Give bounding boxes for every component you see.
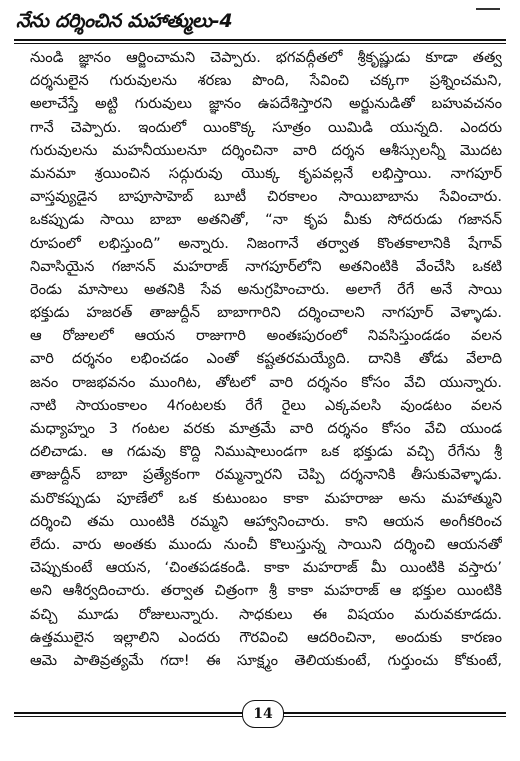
text-line: వచ్చి మూడు రోజులున్నారు. సాధకులు ఈ విషయం మరువకూడదు. <box>30 605 502 623</box>
text-line: మనమా శ్రయించిన సద్గురువు యొక్క కృపవల్లనే లభిస్తాయి. నాగపూర్ <box>30 164 502 182</box>
header-rule-thin <box>14 43 506 44</box>
page-footer <box>14 700 506 730</box>
text-line: దర్శనులైన గురువులను శరణు పొంది, సేవించి చక్కగా ప్రశ్నించమని, <box>30 72 502 90</box>
text-line: ఆమె పాతివ్రత్యమే గదా! ఈ సూక్ష్మం తెలియకుంటే, గుర్తుంచు కోకుంటే, <box>30 651 502 669</box>
page-number: 14 <box>242 700 284 728</box>
text-line: భక్తుడు హజరత్ తాజుద్దీన్ బాబాగారిని దర్శించాలని నాగపూర్ వెళ్ళాడు. <box>30 304 502 322</box>
text-line: వారి దర్శనం లభించడం ఎంతో కష్టతరమయ్యేది. దానికి తోడు వేలాది <box>30 350 502 368</box>
text-line: ఆ రోజులలో ఆయన రాజుగారి అంతఃపురంలో నివసిస్తుండడం వలన <box>30 327 502 345</box>
text-line: మరొకప్పుడు పూణేలో ఒక కుటుంబం కాకా మహరాజు అను మహాత్ముని <box>30 489 502 507</box>
text-line: గురువులను మహనీయులనూ దర్శించినా వారి దర్శన ఆశీస్సులన్నీ మొదట <box>30 141 502 159</box>
text-line: చెప్పుకుంటే ఆయన, ‘చింతపడకండి. కాకా మహరాజ్ మీ యింటికి వస్తారు’ <box>30 559 502 577</box>
running-header-title: నేను దర్శించిన మహాత్ములు-4 <box>16 10 233 32</box>
text-line: నివాసియైన గజానన్ మహరాజ్ నాగపూర్‌లోని అతనింటికి వేంచేసి ఒకటి <box>30 257 502 275</box>
text-line: ఉత్తములైన ఇల్లాలిని ఎందరు గౌరవించి ఆదరించినా, అందుకు కారణం <box>30 628 502 646</box>
text-line: జనం రాజభవనం ముంగిట, తోటలో వారి దర్శనం కోసం వేచి యున్నారు. <box>30 373 502 391</box>
text-line: మధ్యాహ్నం 3 గంటల వరకు మాత్రమే వారి దర్శనం కోసం వేచి యుండ <box>30 420 502 437</box>
text-line: అని ఆశీర్వదించారు. తర్వాత చిత్రంగా శ్రీ కాకా మహరాజ్ ఆ భక్తుల యింటికి <box>30 582 502 600</box>
text-line: వాస్తవ్యుడైన బాపూసాహెబ్ బూటీ చిరకాలం సాయిబాబాను సేవించారు. <box>30 188 502 206</box>
text-line: ఒకప్పుడు సాయి బాబా అతనితో, “నా కృప మీకు సోదరుడు గజానన్ <box>30 211 502 229</box>
text-line: తాజుద్దీన్ బాబా ప్రత్యేకంగా రమ్మన్నారని చెప్పి దర్శనానికి తీసుకువెళ్ళాడు. <box>30 466 502 484</box>
text-line: నుండి జ్ఞానం ఆర్జించామని చెప్పారు. భగవద్గీతలో శ్రీకృష్ణుడు కూడా తత్వ <box>30 49 502 66</box>
text-line: రెండు మాసాలు అతనికి సేవ అనుగ్రహించారు. అలాగే రేగే అనే సాయి <box>30 280 502 298</box>
text-line: రూపంలో లభిస్తుంది” అన్నారు. నిజంగానే తర్వాత కొంతకాలానికి షేగావ్ <box>30 234 502 252</box>
header-rule <box>14 39 506 41</box>
text-line: అలాచేస్తే అట్టి గురువులు జ్ఞానం ఉపదేశిస్తారని అర్జునుడితో బహువచనం <box>30 95 502 113</box>
page-header <box>14 8 506 38</box>
text-line: దర్శించి తమ యింటికి రమ్మని ఆహ్వానించారు. కాని ఆయన అంగీకరించ <box>30 512 502 530</box>
text-line: నాటి సాయంకాలం 4గంటలకు రేగే రైలు ఎక్కవలసి వుండటం వలన <box>30 396 502 414</box>
text-line: గానే చెప్పారు. ఇందులో యింకొక్క సూత్రం యిమిడి యున్నది. ఎందరు <box>30 118 502 136</box>
text-line: లేదు. వారు అంతకు ముందు నుంచీ కొలుస్తున్న సాయిని దర్శించి ఆయనతో <box>30 535 502 553</box>
corner-mark <box>476 8 500 10</box>
text-line: దలిచాడు. ఆ గడువు కొద్ది నిముషాలుండగా ఒక భక్తుడు వచ్చి రేగేను శ్రీ <box>30 443 502 461</box>
body-text <box>30 46 502 672</box>
